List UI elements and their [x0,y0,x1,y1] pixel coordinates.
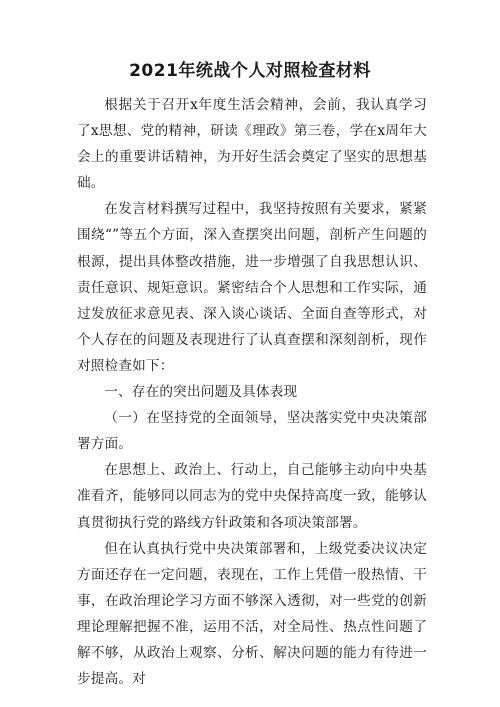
subsection-heading: （一）在坚持党的全面领导，坚决落实党中央决策部署方面。 [77,410,427,453]
paragraph-alignment: 在思想上、政治上、行动上，自己能够主动向中央基准看齐，能够同以同志为的党中央保持高度一致，能够认真贯彻执行党的路线方针政策和各项决策部署。 [77,462,427,531]
paragraph-intro: 根据关于召开x年度生活会精神，会前，我认真学习了x思想、党的精神，研读《理政》第三卷，学在x周年大会上的重要讲话精神，为开好生活会奠定了坚实的思想基础。 [77,97,427,192]
section-heading: 一、存在的突出问题及具体表现 [104,384,298,401]
paragraph-issues: 但在认真执行党中央决策部署和，上级党委决议决定方面还存在一定问题，表现在，工作上凭借一股热情、干事，在政治理论学习方面不够深入透彻，对一些党的创新理论理解把握不准，运用不活，对全局性、热点性问题了解不够，从政治上观察、分析、解决问题的能力有待进一步提高。对 [77,540,427,688]
paragraph-process: 在发言材料撰写过程中，我坚持按照有关要求，紧紧围绕“”等五个方面，深入查摆突出问题，剖析产生问题的根源，提出具体整改措施，进一步增强了自我思想认识、责任意识、规矩意识。紧密结合个人思想和工作实际，通过发放征求意见表、深入谈心谈话、全面自查等形式，对个人存在的问题及表现进行了认真查摆和深刻剖析，现作对照检查如下： [77,201,427,374]
document-body [77,92,427,692]
document-title: 2021年统战个人对照检查材料 [129,61,371,81]
